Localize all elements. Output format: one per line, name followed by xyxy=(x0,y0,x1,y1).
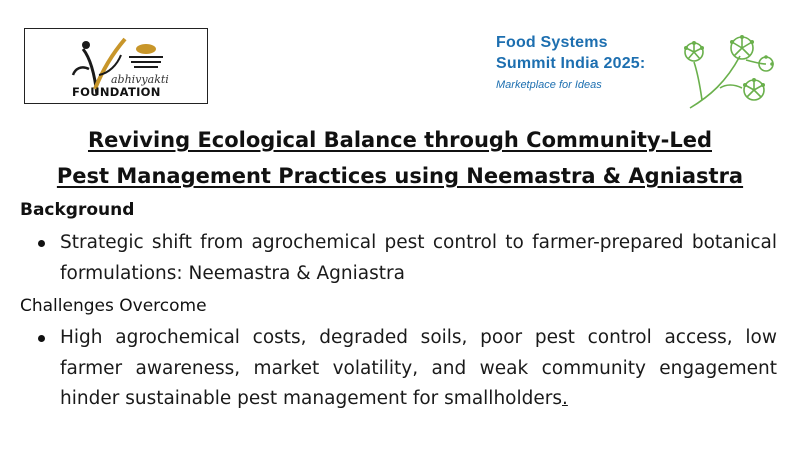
challenges-bullet-text: High agrochemical costs, degraded soils, poor pest control access, low farmer awareness, market volatility, and weak community engagement hinder sustainable pest management for smallholders xyxy=(60,327,777,409)
abhivyakti-foundation-logo xyxy=(24,28,208,104)
logo-foundation-text: FOUNDATION xyxy=(72,85,161,99)
background-heading: Background xyxy=(20,200,135,220)
challenges-heading: Challenges Overcome xyxy=(20,296,207,316)
background-bullet: Strategic shift from agrochemical pest control to farmer-prepared botanical formulations: Neemastra & Agniastra xyxy=(60,228,777,289)
plant-illustration-icon xyxy=(680,26,776,112)
logo-script-text: abhivyakti xyxy=(111,73,169,86)
summit-line-2: Summit India 2025: xyxy=(496,55,646,72)
challenges-bullet xyxy=(60,323,777,415)
page-title-line-2: Pest Management Practices using Neemastra & Agniastra xyxy=(56,164,744,188)
page-title-line-1: Reviving Ecological Balance through Community-Led xyxy=(87,128,712,152)
challenges-bullet-period: . xyxy=(562,388,568,409)
summit-line-1: Food Systems xyxy=(496,34,608,51)
food-systems-summit-logo xyxy=(496,34,776,114)
summit-tagline: Marketplace for Ideas xyxy=(496,79,602,91)
